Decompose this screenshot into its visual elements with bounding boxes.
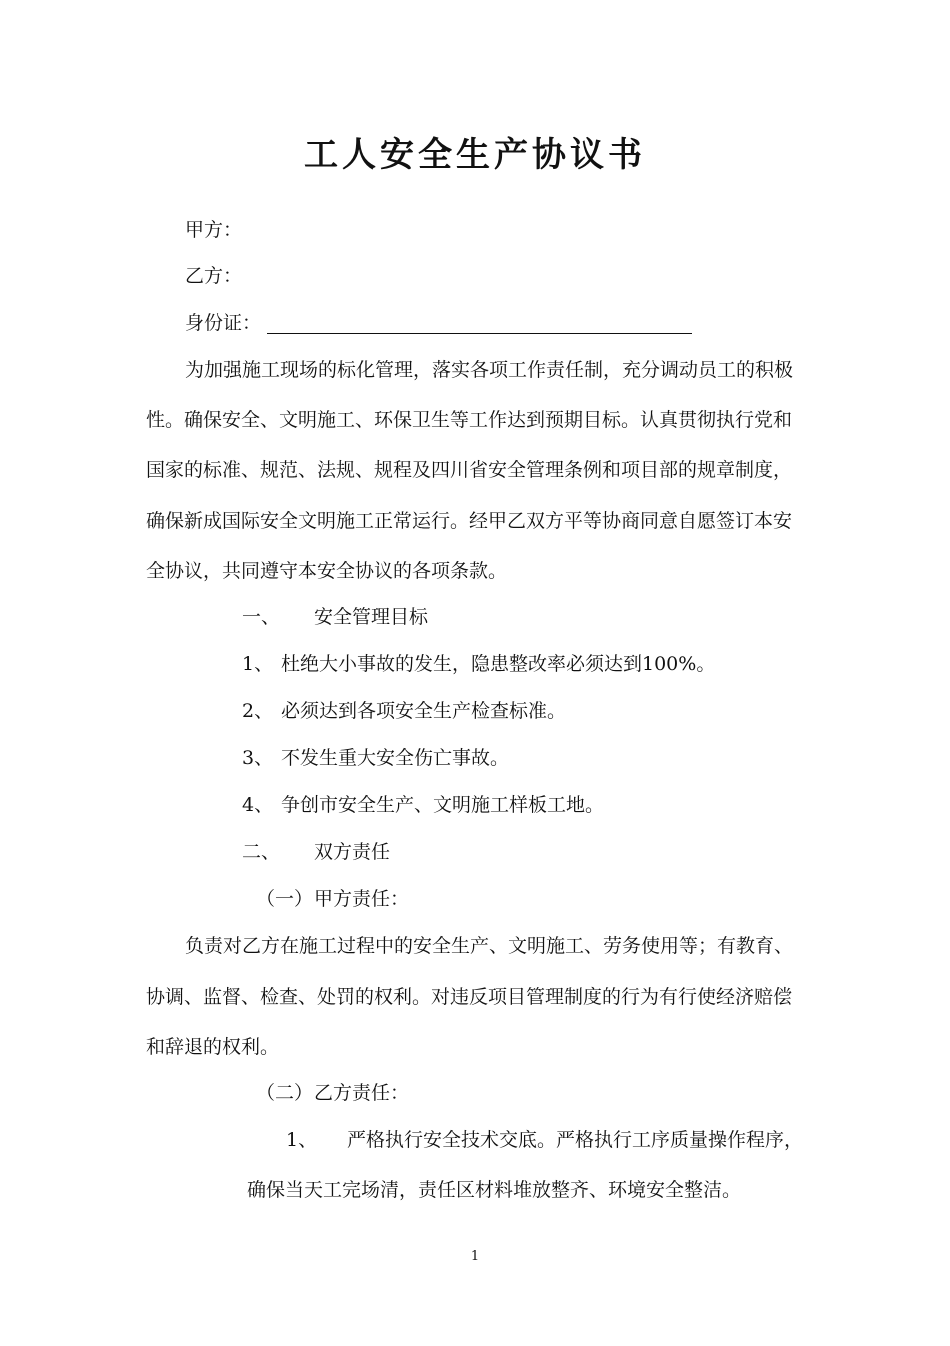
- party-b-duty-item-line: 确保当天工完场清，责任区材料堆放整齐、环境安全整洁。: [247, 1179, 742, 1201]
- goal-item-text: 不发生重大安全伤亡事故。: [281, 747, 510, 769]
- page-number: 1: [470, 1249, 480, 1264]
- id-signature-line: [267, 311, 692, 334]
- section-1-number: 一、: [242, 606, 281, 628]
- goal-item-number: 2、: [242, 700, 274, 722]
- section-1-title: 安全管理目标: [314, 606, 429, 628]
- party-b-duty-title: 乙方责任：: [314, 1082, 410, 1104]
- party-a-label: 甲方：: [185, 219, 243, 241]
- party-a-duty-line: 和辞退的权利。: [146, 1036, 280, 1058]
- goal-item-number: 3、: [242, 747, 274, 769]
- goal-item-number: 1、: [242, 653, 274, 675]
- intro-line: 性。确保安全、文明施工、环保卫生等工作达到预期目标。认真贯彻执行党和: [146, 409, 793, 431]
- goal-item-text: 争创市安全生产、文明施工样板工地。: [281, 794, 605, 816]
- intro-line: 国家的标准、规范、法规、规程及四川省安全管理条例和项目部的规章制度，: [146, 459, 793, 481]
- party-a-duty-number: （一）: [256, 888, 314, 910]
- goal-item-number: 4、: [242, 794, 274, 816]
- party-b-duty-item-number: 1、: [286, 1129, 318, 1151]
- id-field: [185, 308, 692, 338]
- party-a-duty-title: 甲方责任：: [314, 888, 410, 910]
- section-2-title: 双方责任: [314, 841, 391, 863]
- party-a-duty-line: 协调、监督、检查、处罚的权利。对违反项目管理制度的行为有行使经济赔偿: [146, 986, 793, 1008]
- party-a-duty-line: 负责对乙方在施工过程中的安全生产、文明施工、劳务使用等；有教育、: [185, 935, 794, 957]
- id-label: 身份证：: [185, 312, 262, 334]
- document-title: 工人安全生产协议书: [304, 135, 646, 175]
- party-b-duty-number: （二）: [256, 1082, 314, 1104]
- party-b-label: 乙方：: [185, 265, 243, 287]
- intro-line: 为加强施工现场的标化管理，落实各项工作责任制，充分调动员工的积极: [185, 359, 794, 381]
- goal-item-text: 必须达到各项安全生产检查标准。: [281, 700, 567, 722]
- intro-line: 确保新成国际安全文明施工正常运行。经甲乙双方平等协商同意自愿签订本安: [146, 510, 793, 532]
- section-2-number: 二、: [242, 841, 281, 863]
- party-b-duty-item-line: 严格执行安全技术交底。严格执行工序质量操作程序，: [347, 1129, 804, 1151]
- goal-item-text: 杜绝大小事故的发生，隐患整改率必须达到100%。: [281, 653, 716, 675]
- intro-line: 全协议，共同遵守本安全协议的各项条款。: [146, 560, 508, 582]
